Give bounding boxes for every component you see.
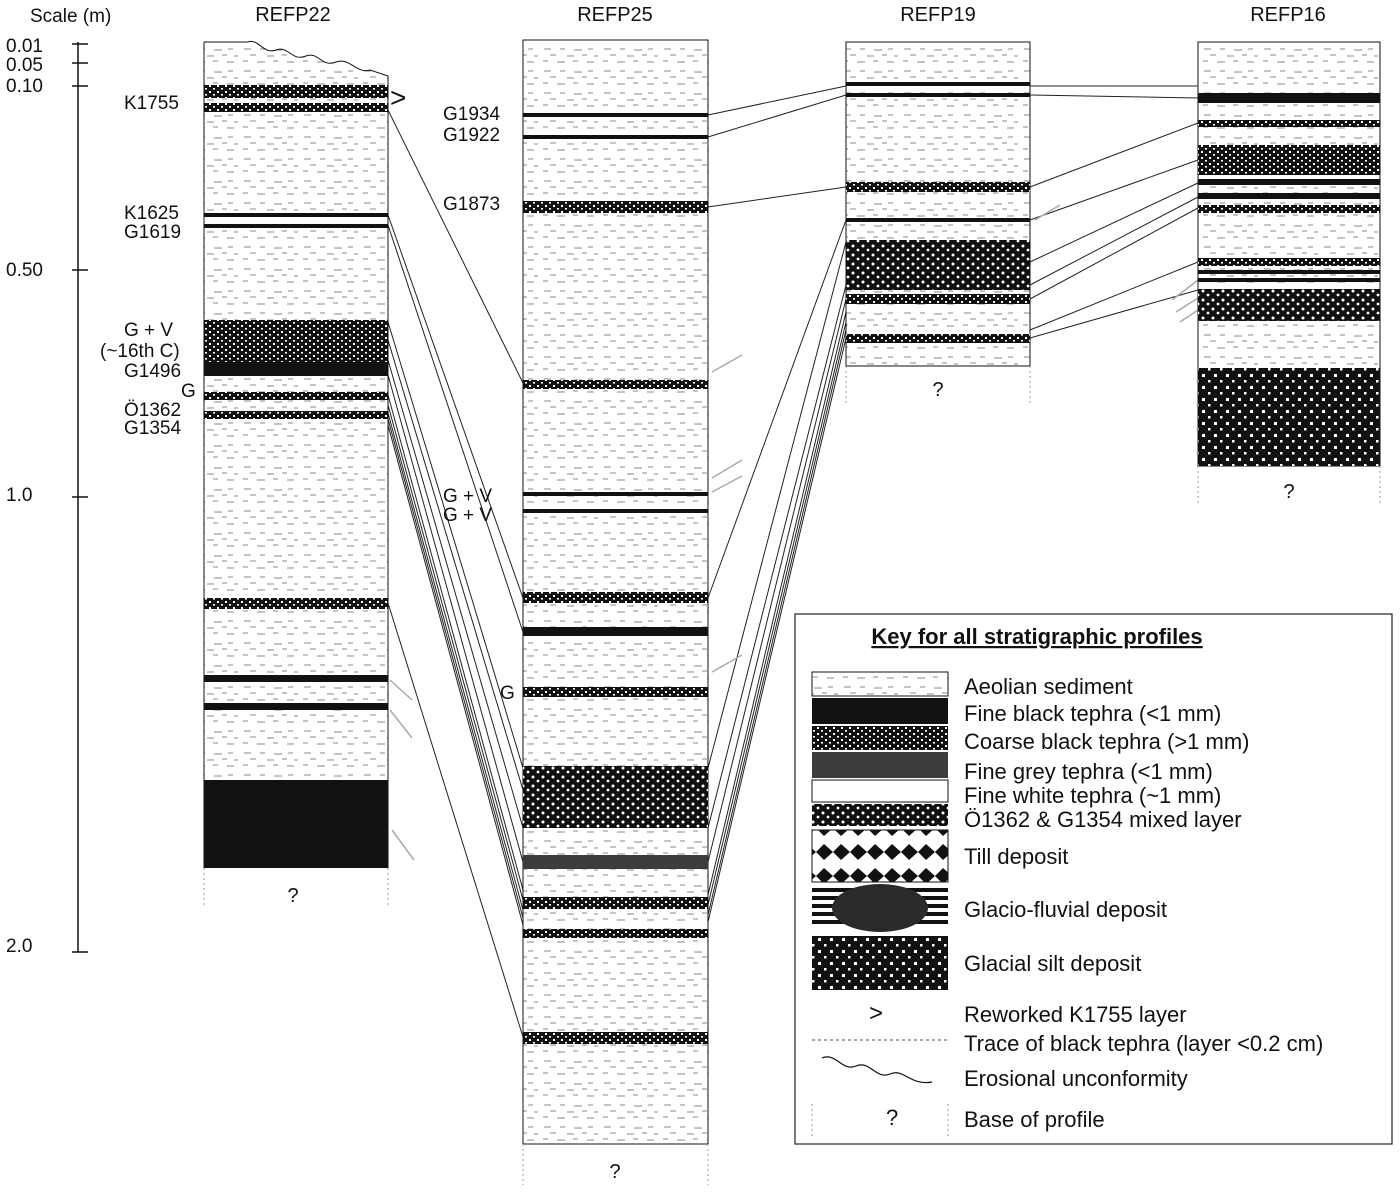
legend-label: Aeolian sediment <box>964 674 1133 699</box>
profile-refp22 <box>100 4 406 908</box>
layer-label: G + V <box>443 505 493 526</box>
layer-label: G1619 <box>124 222 182 243</box>
profile-base-mark: ? <box>1283 481 1295 503</box>
profile-title: REFP19 <box>900 4 976 26</box>
scale-tick-label: 2.0 <box>6 936 33 957</box>
legend-label: Base of profile <box>964 1107 1105 1132</box>
legend-label: Fine grey tephra (<1 mm) <box>964 759 1213 784</box>
legend-label: Fine white tephra (~1 mm) <box>964 783 1222 808</box>
legend-title: Key for all stratigraphic profiles <box>871 624 1203 649</box>
profile-base-mark: ? <box>609 1161 621 1183</box>
scale-tick-label: 0.50 <box>6 260 43 281</box>
legend-label: Glacio-fluvial deposit <box>964 897 1167 922</box>
scale-tick-label: 0.05 <box>6 55 43 76</box>
scale-tick-label: 0.10 <box>6 76 43 97</box>
legend-label: Erosional unconformity <box>964 1066 1188 1091</box>
profile-refp16 <box>1198 4 1380 506</box>
layer-label: K1625 <box>124 203 179 224</box>
scale-tick-label: 1.0 <box>6 485 33 506</box>
legend-label: Reworked K1755 layer <box>964 1002 1187 1027</box>
layer-label: G <box>500 683 515 704</box>
legend-label: Glacial silt deposit <box>964 951 1142 976</box>
layer-label: G1354 <box>124 418 182 439</box>
layer-label: G + V <box>443 486 493 507</box>
legend-label: Trace of black tephra (layer <0.2 cm) <box>964 1031 1324 1056</box>
profile-base-mark: ? <box>932 379 944 401</box>
layer-label: G1873 <box>443 194 501 215</box>
legend-item-coarse-black <box>812 726 1250 754</box>
layer-label: Ö1362 <box>124 400 182 421</box>
layer-label: K1755 <box>124 93 179 114</box>
profile-refp25 <box>443 4 708 1185</box>
legend <box>795 614 1392 1144</box>
reworked-mark: > <box>390 82 407 113</box>
layer-label: G1922 <box>443 125 501 146</box>
scale-tick-label: 0.01 <box>6 36 43 57</box>
reworked-symbol: > <box>869 1000 884 1027</box>
legend-label: Fine black tephra (<1 mm) <box>964 701 1222 726</box>
legend-label: Ö1362 & G1354 mixed layer <box>964 807 1242 832</box>
layer-label: G + V <box>124 320 174 341</box>
layer-label: (~16th C) <box>100 341 180 362</box>
legend-label: Coarse black tephra (>1 mm) <box>964 729 1250 754</box>
depth-scale <box>6 6 111 957</box>
legend-item-aeolian <box>812 672 1133 699</box>
scale-title: Scale (m) <box>30 6 112 27</box>
base-symbol: ? <box>886 1105 899 1130</box>
layer-label: G1934 <box>443 104 501 125</box>
layer-label: G1496 <box>124 361 182 382</box>
profile-base-mark: ? <box>287 885 299 907</box>
profile-title: REFP22 <box>255 4 331 26</box>
legend-item-fine-black <box>812 698 1221 726</box>
profile-title: REFP16 <box>1250 4 1326 26</box>
profile-title: REFP25 <box>577 4 653 26</box>
legend-label: Till deposit <box>964 844 1069 869</box>
layer-label: G <box>181 381 196 402</box>
profile-refp19 <box>846 4 1030 406</box>
